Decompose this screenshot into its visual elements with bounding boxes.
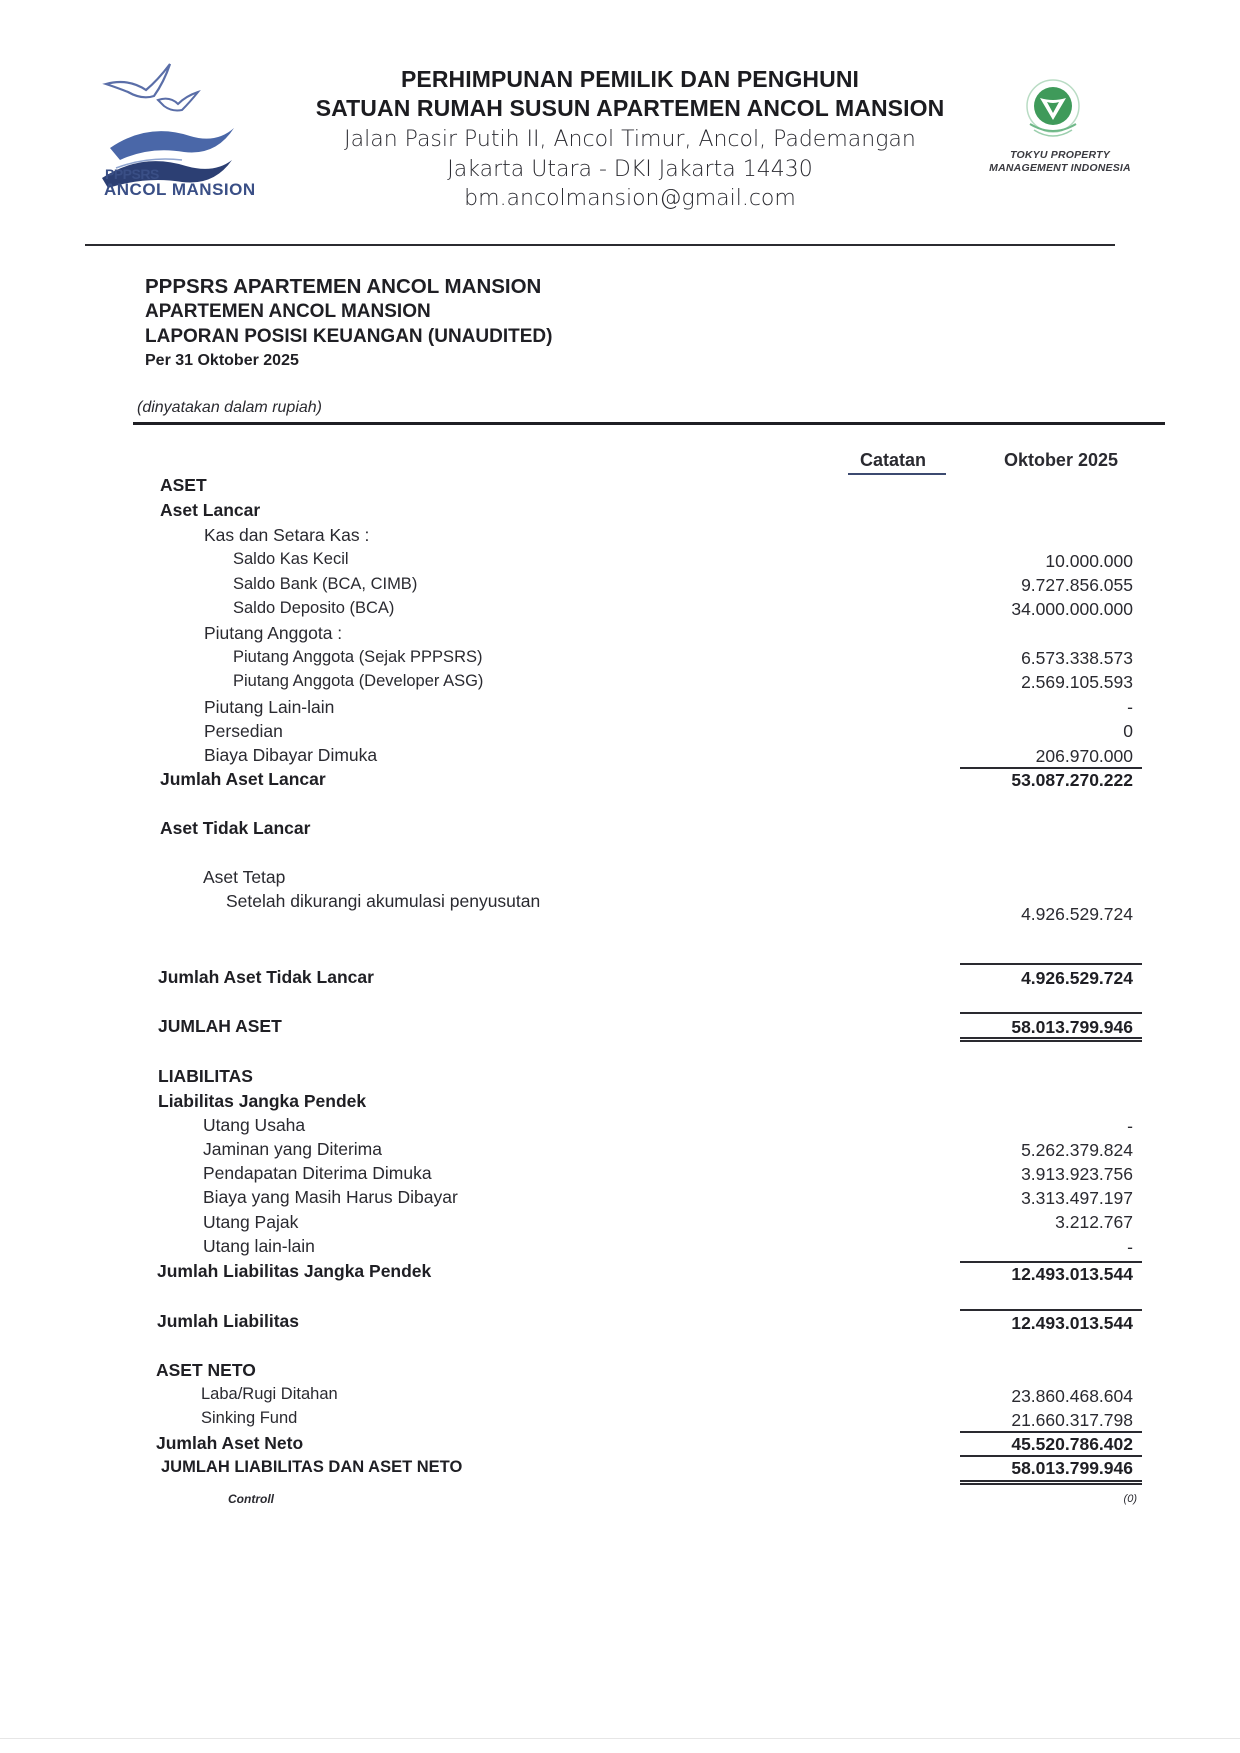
line-item-value: 3.313.497.197 [1021,1188,1133,1208]
letterhead-title-line1: PERHIMPUNAN PEMILIK DAN PENGHUNI [400,66,860,92]
report-period: Per 31 Oktober 2025 [145,352,299,369]
control-value: (0) [1123,1493,1137,1505]
line-item-label: Utang Usaha [203,1115,306,1135]
right-logo-text-line1: TOKYU PROPERTY [1010,149,1110,161]
line-item-label: Persedian [204,721,283,741]
scan-edge [0,1738,1240,1739]
line-item-label: Piutang Lain-lain [204,697,335,717]
subtotal-value-aset-tidak-lancar: 4.926.529.724 [1021,968,1133,988]
line-item-label: Pendapatan Diterima Dimuka [203,1163,432,1183]
control-label: Controll [228,1492,274,1506]
subtotal-rule [960,1431,1142,1433]
line-item-value: 2.569.105.593 [1021,672,1133,692]
line-item-value: 23.860.468.604 [1011,1386,1133,1406]
subsection-heading-aset-tidak-lancar: Aset Tidak Lancar [160,818,311,838]
header-divider [133,422,1165,425]
line-item-value: 9.727.856.055 [1021,575,1133,595]
subtotal-label-aset-lancar: Jumlah Aset Lancar [160,769,326,789]
section-heading-aset: ASET [160,475,207,495]
line-item-label: Utang lain-lain [203,1236,315,1256]
subtotal-label-liabilitas-jangka-pendek: Jumlah Liabilitas Jangka Pendek [157,1261,432,1281]
section-heading-liabilitas: LIABILITAS [158,1066,253,1086]
letterhead-divider [85,244,1115,246]
line-item-label: Biaya yang Masih Harus Dibayar [203,1187,458,1207]
line-item-label: Piutang Anggota (Developer ASG) [233,672,484,690]
group-label-kas: Kas dan Setara Kas : [204,525,370,545]
subsection-heading-aset-lancar: Aset Lancar [160,500,261,520]
total-value-aset: 58.013.799.946 [1011,1017,1133,1037]
line-item-label: Setelah dikurangi akumulasi penyusutan [226,891,541,911]
total-label-liabilitas-aset-neto: JUMLAH LIABILITAS DAN ASET NETO [161,1458,463,1476]
line-item-value: 6.573.338.573 [1021,648,1133,668]
group-label-piutang: Piutang Anggota : [204,623,343,643]
group-label-aset-tetap: Aset Tetap [203,867,286,887]
total-double-rule [960,1037,1142,1042]
subtotal-label-aset-neto: Jumlah Aset Neto [156,1433,304,1453]
total-value-liabilitas-aset-neto: 58.013.799.946 [1011,1458,1133,1478]
subtotal-label-liabilitas: Jumlah Liabilitas [157,1311,299,1331]
subtotal-rule [960,1261,1142,1263]
line-item-label: Saldo Bank (BCA, CIMB) [233,575,418,593]
line-item-value: - [1127,1116,1133,1136]
subtotal-label-aset-tidak-lancar: Jumlah Aset Tidak Lancar [158,967,374,987]
line-item-label: Piutang Anggota (Sejak PPPSRS) [233,648,483,666]
line-item-value: 206.970.000 [1035,746,1133,766]
column-header-notes-underline [848,473,946,475]
line-item-value: 3.212.767 [1055,1212,1133,1232]
left-logo-text-line2: ANCOL MANSION [104,180,256,199]
total-rule [960,1012,1142,1014]
subtotal-rule [960,963,1142,965]
line-item-value: 3.913.923.756 [1021,1164,1133,1184]
line-item-value: 21.660.317.798 [1011,1410,1133,1430]
line-item-value: 4.926.529.724 [1021,904,1133,924]
report-title: LAPORAN POSISI KEUANGAN (UNAUDITED) [145,326,553,347]
column-header-notes: Catatan [860,450,927,470]
line-item-label: Laba/Rugi Ditahan [201,1385,338,1403]
letterhead-address-line1: Jalan Pasir Putih II, Ancol Timur, Ancol, Pademangan [344,127,916,152]
subtotal-value-liabilitas: 12.493.013.544 [1011,1313,1133,1333]
subtotal-value-aset-lancar: 53.087.270.222 [1011,770,1133,790]
line-item-label: Saldo Deposito (BCA) [233,599,395,617]
line-item-value: - [1127,1237,1133,1257]
report-entity: PPPSRS APARTEMEN ANCOL MANSION [145,275,542,298]
line-item-label: Sinking Fund [201,1409,298,1427]
line-item-label: Biaya Dibayar Dimuka [204,745,378,765]
currency-unit-note: (dinyatakan dalam rupiah) [137,399,322,416]
line-item-value: 0 [1123,721,1133,741]
line-item-value: 34.000.000.000 [1011,599,1133,619]
line-item-label: Utang Pajak [203,1212,299,1232]
line-item-value: - [1127,697,1133,717]
section-heading-aset-neto: ASET NETO [156,1360,256,1380]
total-label-aset: JUMLAH ASET [158,1016,282,1036]
tokyu-logo-icon [1018,76,1088,146]
letterhead-email: bm.ancolmansion@gmail.com [464,186,796,211]
subtotal-rule [960,1309,1142,1311]
line-item-value: 5.262.379.824 [1021,1140,1133,1160]
subtotal-value-aset-neto: 45.520.786.402 [1011,1434,1133,1454]
letterhead-address-line2: Jakarta Utara - DKI Jakarta 14430 [447,157,813,182]
line-item-value: 10.000.000 [1045,551,1133,571]
subsection-heading-liabilitas-jangka-pendek: Liabilitas Jangka Pendek [158,1091,367,1111]
total-double-rule [960,1480,1142,1485]
subtotal-rule [960,767,1142,769]
subtotal-value-liabilitas-jangka-pendek: 12.493.013.544 [1011,1264,1133,1284]
letterhead-title-line2: SATUAN RUMAH SUSUN APARTEMEN ANCOL MANSION [315,95,945,121]
right-logo-text-line2: MANAGEMENT INDONESIA [989,162,1131,174]
line-item-label: Jaminan yang Diterima [203,1139,382,1159]
total-rule [960,1455,1142,1457]
left-logo-text-line1: PPPSRS [105,166,159,182]
line-item-label: Saldo Kas Kecil [233,550,349,568]
column-header-period: Oktober 2025 [1003,450,1118,470]
report-property: APARTEMEN ANCOL MANSION [145,301,431,322]
